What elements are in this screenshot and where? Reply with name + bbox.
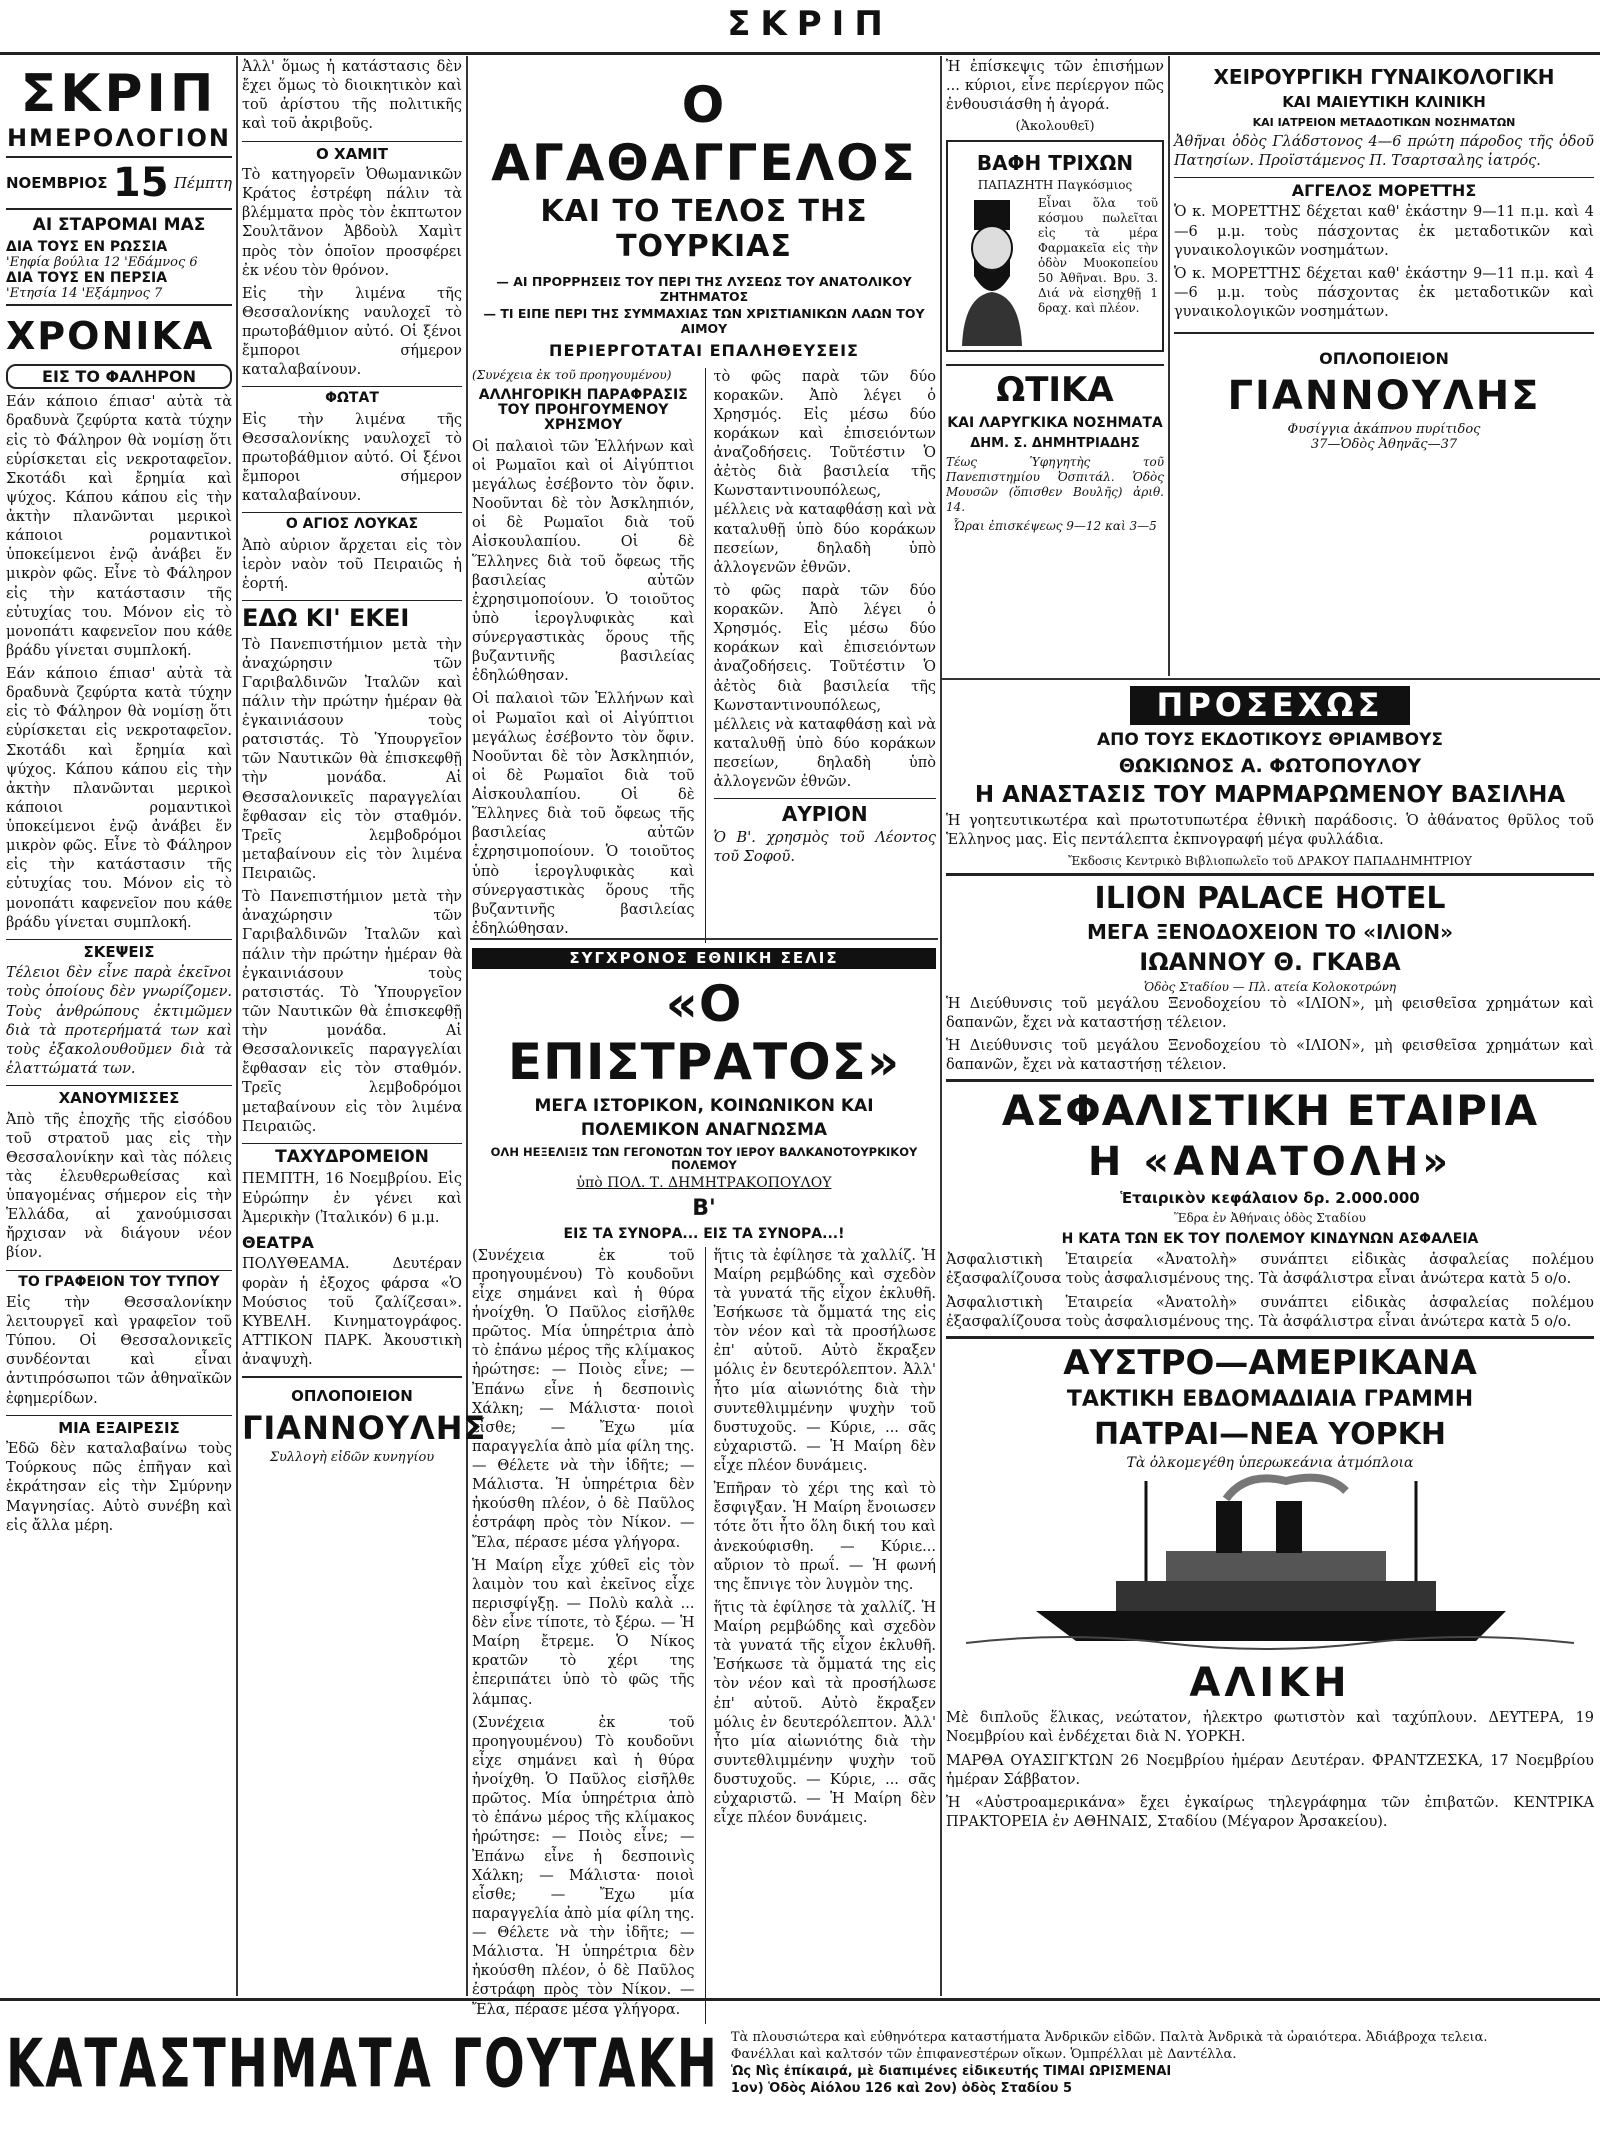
lead-note: (Συνέχεια ἐκ τοῦ προηγουμένου) [472, 367, 672, 382]
chronika-text-extra: Εάν κάποιο έπιασ' αὐτὰ τὰ δραδυνὰ ζεφύρτα κατὰ τύχην εἰς τὸ Φάληρον θὰ νομίσῃ ὅτι εὑρίσκεται εἰς νεκροταφεῖον. Σκοτάδι καὶ ἔρημία καὶ ψύχος. Κάπου κάπου εἰς τὴν ἀκτὴν πλανῶνται μερικοὶ κάποιοι ρομαντικοὶ ὑποκείμενοι ἐνῷ ἀνάβει ἕν μικρὸν φῶς. Εἶνε τὸ Φάληρον εἰς τὴν κατάστασιν τῆς εὐτυχίας του. Μόνον εἰς τὸ μονοπάτι καφενεῖον που κάθε βράδυ γίνεται συμπλοκή. [6, 666, 232, 931]
lead-text-2b: τὸ φῶς παρὰ τῶν δύο κορακῶν. Ἀπὸ λέγει ὁ Χρησμός. Εἰς μέσω δύο κοράκων καὶ ἐπισειόντων ἀναζοδήσεις. Τοῦτέστιν Ὁ ἀἐτὸς διὰ βασιλεία τῆς Κωνσταντινουπόλεως, μέλλεις νὰ καταφθάσῃ καὶ νὰ καταλυθῇ ὑπὸ δύο κοράκων πεσείων, δηλαδὴ ὑπὸ ἀλλογενῶν ἐθνῶν. [713, 582, 936, 791]
aliki-text: Μὲ διπλοῦς ἕλικας, νεώτατον, ἠλεκτρο φωτιστὸν καὶ ταχύπλουν. ΔΕΥΤΕΡΑ, 19 Νοεμβρίου καὶ ἐνδέχεται διὰ Ν. ΥΟΡΚΗ. [946, 1710, 1594, 1746]
lead-sub3: ΠΕΡΙΕΡΓΟΤΑΤΑΙ ΕΠΑΛΗΘΕΥΣΕΙΣ [549, 341, 859, 360]
goutaki-line: 1ον) Ὁδὸς Αἰόλου 126 καὶ 2ον) ὁδὸς Σταδίου 5 [730, 2080, 1073, 2096]
serial-rule [470, 938, 938, 940]
ilion-owner: ΙΩΑΝΝΟΥ Θ. ΓΚΑΒΑ [1139, 948, 1401, 977]
date-line [6, 156, 232, 210]
agios-heading: Ο ΑΓΙΟΣ ΛΟΥΚΑΣ [242, 512, 462, 532]
masthead-subtitle: ΗΜΕΡΟΛΟΓΙΟΝ [6, 124, 232, 152]
serial-block [472, 942, 936, 2018]
subscription-line: 'Εηφία βούλια 12 'Εδάμνος 6 [6, 254, 198, 270]
aliki-text-3: Ἡ «Αὐστροαμερικάνα» ἔχει ἐγκαίρως τηλεγράφημα τῶν ἐπιβατῶν. ΚΕΝΤΡΙΚΑ ΠΡΑΚΤΟΡΕΙΑ ἐν ΑΘΗΝΑΙΣ, Σταδίου (Μέγαρον Ἀρσακείου). [946, 1794, 1594, 1830]
xanoumisses-heading: ΧΑΝΟΥΜΙΣΣΕΣ [6, 1085, 232, 1107]
serial-part: Β' [692, 1196, 716, 1222]
asf-seat: Ἕδρα ἐν Ἀθήναις ὁδὸς Σταδίου [1174, 1210, 1366, 1225]
oplo-right-sub2: 37—Ὁδὸς Ἀθηνᾶς—37 [1310, 436, 1458, 452]
serial-text-right3: ἥτις τὰ ἐφίλησε τὰ χαλλίζ. Ἡ Μαίρη ρεμβώδης καὶ σχεδὸν τὰ γυνατά τῆς εἶχον ἐκλυθῆ. Ἐσήκωσε τὰ ὄμματά της εἰς τὸν νέον καὶ τὰ προσήλωσε ἐπ' αὐτοῦ. Αὐτὸ ἔκραξεν μόλις ἐν δευτερόλεπτον. Ἀλλ' ἦτο μία αἰωνιότης διὰ τὴν συντεθλιμμένην ψυχὴν τοῦ δυστυχοῦς. — Κύριε, ... σᾶς εὐχαριστῶ. — Ἡ Μαίρη δὲν εἶχε πλέον δυνάμεις. [713, 1599, 936, 1827]
prosoxi-text: Ἡ γοητευτικωτέρα καὶ πρωτοτυπωτέρα ἐθνικὴ παράδοσις. Ὁ ἀθάνατος θρῦλος τοῦ Ἑλληνος μας. Εἰς πεντάλεπτα ἐκπνογραφή μέγα φυλλάδια. [946, 813, 1594, 849]
column-rule [236, 56, 238, 1996]
serial-chapter: ΕΙΣ ΤΑ ΣΥΝΟΡΑ... ΕΙΣ ΤΑ ΣΥΝΟΡΑ...! [563, 1226, 845, 1243]
tax-heading: ΤΑΧΥΔΡΟΜΕΙΟΝ [242, 1143, 462, 1167]
moretis-text: Ὁ κ. ΜΟΡΕΤΤΗΣ δέχεται καθ' ἑκάστην 9—11 π.μ. καὶ 4—6 μ.μ. τοὺς πάσχοντας ἐκ μεταδοτικῶν καὶ γυναικολογικῶν νοσημάτων. [1174, 204, 1594, 259]
otika-hours: Ὧραι ἐπισκέψεως 9—12 καὶ 3—5 [953, 519, 1157, 534]
lead-sub: — ΤΙ ΕΙΠΕ ΠΕΡΙ ΤΗΣ ΣΥΜΜΑΧΙΑΣ ΤΩΝ ΧΡΙΣΤΙΑΝΙΚΩΝ ΛΑΩΝ ΤΟΥ ΑΙΜΟΥ [483, 306, 925, 336]
grafeion-heading: ΤΟ ΓΡΑΦΕΙΟΝ ΤΟΥ ΤΥΠΟΥ [6, 1270, 232, 1290]
serial-text-left: (Συνέχεια ἐκ τοῦ προηγουμένου) Τὸ κουδοῦνι εἶχε σημάνει καὶ ἡ θύρα ἠνοίχθη. Ὁ Παῦλος εἰσῆλθε πρῶτος. Μία ὑπηρέτρια ἀπὸ τὸ ἐπάνω μέρος τῆς κλίμακος ἠρώτησε: — Ποιὸς εἶνε; — Ἐπάνω εἶνε ἡ δεσποινὶς Χάλκη; — Μάλιστα· ποιοὶ εἶσθε; — Ἔχω μία παραγγελία ἀπὸ μία φίλη της. — Θέλετε νὰ τὴν ἰδῆτε; — Μάλιστα. Ἡ ὑπηρέτρια δὲν ἠκούσθη πλέον, ὁ δὲ Παῦλος ἐστράφη πρὸς τὸν Νίκον. — Ἔλα, πέρασε μέσα γλήγορα. [472, 1247, 695, 1551]
right-top-text: Ἡ ἐπίσκεψις τῶν ἐπισήμων ... κύριοι, εἶνε περίεργον πῶς ἐνθουσιάσθη ἡ ἀγορά. [946, 59, 1164, 114]
subscription-line: ΔΙΑ ΤΟΥΣ ΕΝ ΡΩΣΣΙΑ [6, 238, 168, 255]
otika-text: Τέως Ὑφηγητὴς τοῦ Πανεπιστημίου Ὀσπιτάλ. Ὁδὸς Μουσῶν (ὅπισθεν Βουλῆς) ἀριθ. 14. [946, 455, 1164, 515]
serial-text-right: ἥτις τὰ ἐφίλησε τὰ χαλλίζ. Ἡ Μαίρη ρεμβώδης καὶ σχεδὸν τὰ γυνατά τῆς εἶχον ἐκλυθῆ. Ἐσήκωσε τὰ ὄμματά της εἰς τὸν νέον καὶ τὰ προσήλωσε ἐπ' αὐτοῦ. Αὐτὸ ἔκραξεν μόλις ἐν δευτερόλεπτον. Ἀλλ' ἦτο μία αἰωνιότης διὰ τὴν συντεθλιμμένην ψυχὴν τοῦ δυστυχοῦς. — Κύριε, ... σᾶς εὐχαριστῶ. — Ἡ Μαίρη δὲν εἶχε πλέον δυνάμεις. [713, 1247, 936, 1475]
xamit-text-cont: Εἰς τὴν λιμένα τῆς Θεσσαλονίκης ναυλοχεῖ τὸ πρωτοβάθμιον αὐτό. Οἱ ξένοι ἔμποροι σήμερον καταλαβαίνουν. [242, 285, 462, 379]
asf-capital: Ἑταιρικὸν κεφάλαιον δρ. 2.000.000 [1120, 1189, 1420, 1208]
ilion-text-2: Ἡ Διεύθυνσις τοῦ μεγάλου Ξενοδοχείου τὸ «ΙΛΙΟΝ», μὴ φεισθεῖσα χρημάτων καὶ δαπανῶν, ἔχει νὰ καταστήσῃ τέλειον. [946, 1037, 1594, 1074]
oplo-ad-left [242, 1376, 487, 1465]
eksaireseis-heading: ΜΙΑ ΕΞΑΙΡΕΣΙΣ [6, 1415, 232, 1437]
serial-body [472, 1247, 936, 2024]
otika-doctor: ΔΗΜ. Σ. ΔΗΜΗΤΡΙΑΔΗΣ [970, 436, 1140, 452]
lead-text-1: Οἱ παλαιοὶ τῶν Ἑλλήνων καὶ οἱ Ρωμαῖοι καὶ οἱ Αἰγύπτιοι μεγάλως ἐσέβοντο τὸν ὄφιν. Νοοῦνται δὲ τὸν Ἀσκληπιόν, οἱ δὲ Ρωμαῖοι διὰ τοῦ Αἰσκουλαπίου. Οἱ δὲ Ἕλληνες διὰ τοῦ ὄφεως τῆς βασιλείας αὐτῶν ἐχρησιμοποίουν. Ὁ τοιοῦτος ὑπὸ ἰερογλυφικὰς καὶ σύνεργαστικὰς ὅρους τῆς βυζαντινῆς βασιλείας ἐδηλώθησαν. [472, 438, 695, 685]
theatra-heading: ΘΕΑΤΡΑ [242, 1232, 314, 1252]
serial-text-left3: (Συνέχεια ἐκ τοῦ προηγουμένου) Τὸ κουδοῦνι εἶχε σημάνει καὶ ἡ θύρα ἠνοίχθη. Ὁ Παῦλος εἰσῆλθε πρῶτος. Μία ὑπηρέτρια ἀπὸ τὸ ἐπάνω μέρος τῆς κλίμακος ἠρώτησε: — Ποιὸς εἶνε; — Ἐπάνω εἶνε ἡ δεσποινὶς Χάλκη; — Μάλιστα· ποιοὶ εἶσθε; — Ἔχω μία παραγγελία ἀπὸ μία φίλη της. — Θέλετε νὰ τὴν ἰδῆτε; — Μάλιστα. Ἡ ὑπηρέτρια δὲν ἠκούσθη πλέον, ὁ δὲ Παῦλος ἐστράφη πρὸς τὸν Νίκον. — Ἔλα, πέρασε μέσα γλήγορα. [472, 1714, 695, 2018]
right-top-sign: (Ἀκολουθεῖ) [1015, 119, 1095, 135]
bafi-title: ΒΑΦΗ ΤΡΙΧΩΝ [976, 151, 1134, 176]
serial-kicker: ΣΥΓΧΡΟΝΟΣ ΕΘΝΙΚΗ ΣΕΛΙΣ [472, 948, 936, 969]
lead-text-1b: Οἱ παλαιοὶ τῶν Ἑλλήνων καὶ οἱ Ρωμαῖοι καὶ οἱ Αἰγύπτιοι μεγάλως ἐσέβοντο τὸν ὄφιν. Νοοῦνται δὲ τὸν Ἀσκληπιόν, οἱ δὲ Ρωμαῖοι διὰ τοῦ Αἰσκουλαπίου. Οἱ δὲ Ἕλληνες διὰ τοῦ ὄφεως τῆς βασιλείας αὐτῶν ἐχρησιμοποίουν. Ὁ τοιοῦτος ὑπὸ ἰερογλυφικὰς καὶ σύνεργαστικὰς ὅρους τῆς βυζαντινῆς βασιλείας ἐδηλώθησαν. [472, 691, 695, 937]
lead-body [472, 368, 936, 943]
date-weekday: Πέμπτη [173, 174, 232, 192]
subscription-line: ΔΙΑ ΤΟΥΣ ΕΝ ΠΕΡΣΙΑ [6, 269, 168, 286]
austro-route: ΠΑΤΡΑΙ—ΝΕΑ ΥΟΡΚΗ [1094, 1417, 1446, 1453]
serial-title: «Ο ΕΠΙΣΤΡΑΤΟΣ» [507, 974, 901, 1091]
gyn-title: ΧΕΙΡΟΥΡΓΙΚΗ ΓΥΝΑΙΚΟΛΟΓΙΚΗ [1213, 65, 1555, 89]
oplo-ad-name: ΓΙΑΝΝΟΥΛΗΣ [242, 1408, 487, 1447]
moretis-text-2: Ὁ κ. ΜΟΡΕΤΤΗΣ δέχεται καθ' ἑκάστην 9—11 π.μ. καὶ 4—6 μ.μ. τοὺς πάσχοντας ἐκ μεταδοτικῶν καὶ γυναικολογικῶν νοσημάτων. [1174, 265, 1594, 321]
bafi-sub: ΠΑΠΑΖΗΤΗ Παγκόσμιος [977, 178, 1133, 193]
grafeion-text: Εἰς τὴν Θεσσαλονίκην λειτουργεῖ καὶ γραφεῖον τοῦ Τύπου. Οἱ Θεσσαλονικεῖς συνδέονται καὶ εἶναι ἀντιπρόσωποι τῶν ἀθηναϊκῶν ἐφημερίδων. [6, 1294, 232, 1407]
prosoxi-publisher: ΘΩΚΙΩΝΟΣ Α. ΦΩΤΟΠΟΥΛΟΥ [1118, 754, 1422, 777]
gyn-text: Ἀθῆναι ὁδὸς Γλάδστονος 4—6 πρώτη πάροδος τῆς ὁδοῦ Πατησίων. Προϊστάμενος Π. Τσαρτσαλης ἰατρός. [1174, 133, 1594, 169]
bafi-text: Εἶναι ὅλα τοῦ κόσμου πωλεῖται εἰς τὰ μέρα Φαρμακεῖα εἰς τὴν ὁδὸν Μυοκοπείου 50 Ἀθῆναι. Βρυ. 3. Διά νὰ εἰσηχθῇ 1 δραχ. καὶ πλέον. [1038, 196, 1158, 316]
aliki-text-2: ΜΑΡΘΑ ΟΥΑΣΙΓΚΤΩΝ 26 Νοεμβρίου ἡμέραν Δευτέραν. ΦΡΑΝΤΖΕΣΚΑ, 17 Νοεμβρίου ἡμέραν Σάββατον. [946, 1752, 1594, 1788]
lead-article-head: ΑΛΛΗΓΟΡΙΚΗ ΠΑΡΑΦΡΑΣΙΣ ΤΟΥ ΠΡΟΗΓΟΥΜΕΝΟΥ ΧΡΗΣΜΟΥ [478, 386, 688, 434]
goutaki-line: Φανέλλαι καὶ καλτσόν τῶν ἐπιφανεστέρων οἴκων. Ὁμπρέλλαι μὲ Δαντέλλα. [730, 2047, 1237, 2063]
chronika-heading: ΧΡΟΝΙΚΑ [6, 313, 215, 358]
serial-body-left [472, 1247, 695, 2024]
subscriptions-heading: ΑΙ ΣΤΑΡΟΜΑΙ ΜΑΣ [32, 215, 206, 235]
xamit-heading: Ο ΧΑΜΙΤ [242, 141, 462, 163]
column-rule [940, 56, 942, 1996]
fotat-heading: ΦΩΤΑΤ [242, 386, 462, 406]
column-1 [6, 58, 232, 1994]
tax-text: ΠΕΜΠΤΗ, 16 Νοεμβρίου. Εἰς Εὐρώπην ἐν γένει καὶ Ἀμερικὴν (Ἰταλικόν) 6 μ.μ. [242, 1171, 462, 1226]
lead-body-right [705, 368, 937, 943]
subscription-line: 'Ετησία 14 'Εξάμηνος 7 [6, 286, 232, 306]
agios-text: Ἀπὸ αὐριον ἄρχεται εἰς τὸν ἱερὸν ναὸν τοῦ Πειραιῶς ἡ ἑορτή. [242, 537, 462, 593]
asf-sub: Η ΚΑΤΑ ΤΩΝ ΕΚ ΤΟΥ ΠΟΛΕΜΟΥ ΚΙΝΔΥΝΩΝ ΑΣΦΑΛΕΙΑ [1061, 1230, 1479, 1247]
right-col-a [946, 58, 1164, 674]
ilion-addr: Ὁδὸς Σταδίου — Πλ. ατεία Κολοκοτρώνη [1143, 979, 1397, 994]
bafi-body [952, 196, 1158, 346]
column-rule [466, 56, 468, 1996]
oplo-ad-title: ΟΠΛΟΠΟΙΕΙΟΝ [291, 1387, 413, 1406]
edo-text-cont: Τὸ Πανεπιστήμιον μετὰ τὴν ἀναχώρησιν τῶν Γαριβαλδινῶν Ἰταλῶν καὶ πάλιν τὴν πρώτην ἡμέραν θὰ ἐγκαινιάσουν τοὺς ρατσιστάς. Τὸ Ὑπουργεῖον τῶν Ναυτικῶν θὰ ἐπισκεφθῇ τὴν μονάδα. Αἱ Θεσσαλονικεῖς παραγγελίαι ἔφθασαν εἰς τὸν σταθμόν. Τρεῖς λεμβοδρόμοι μεταβαίνουν εἰς τὸν λιμένα Πειραιῶς. [242, 889, 462, 1135]
lead-article [472, 58, 936, 938]
moretis-title: ΑΓΓΕΛΟΣ ΜΟΡΕΤΤΗΣ [1174, 177, 1594, 200]
divider [946, 873, 1594, 876]
right-lower [946, 682, 1594, 1994]
skepseis-text: Τέλειοι δὲν εἶνε παρὰ ἐκεῖνοι τοὺς ὁποίους δὲν γνωρίζομεν. Τοὺς ἀνθρώπους ἐκτιμῶμεν διὰ τὰ προτερήματά των καὶ τοὺς ἐξακολουθοῦμεν διὰ τὰ ἐλαττώματά των. [6, 965, 232, 1077]
goutaki-line: Τὰ πλουσιώτερα καὶ εὐθηνότερα καταστήματα Ἀνδρικῶν εἰδῶν. Παλτὰ Ἀνδρικὰ τὰ ὡραιότερα. Ἀδιάβροχα τελεια. [730, 2030, 1488, 2046]
running-head: ΣΚΡΙΠ [727, 4, 893, 44]
steamship-illustration [946, 1471, 1594, 1651]
oplo-right-name: ΓΙΑΝΝΟΥΛΗΣ [1227, 372, 1541, 419]
otika-title: ΩΤΙΚΑ [946, 364, 1164, 409]
prosoxi-sign: Ἔκδοσις Κεντρικὸ Βιβλιοπωλεῖο τοῦ ΔΡΑΚΟΥ ΠΑΠΑΔΗΜΗΤΡΙΟΥ [1068, 854, 1472, 869]
chronika-subheading: ΕΙΣ ΤΟ ΦΑΛΗΡΟΝ [6, 364, 232, 390]
prosoxi-sub: ΑΠΟ ΤΟΥΣ ΕΚΔΟΤΙΚΟΥΣ ΘΡΙΑΜΒΟΥΣ [1096, 730, 1444, 751]
eksaireseis-text: Ἐδῶ δὲν καταλαβαίνω τοὺς Τούρκους πῶς ἐπῆγαν καὶ ἐκράτησαν εἰς τὴν Σμύρνην Μαγνησίας. Αὐτὸ συνέβη καὶ εἰς ἄλλα μέρη. [6, 1441, 232, 1534]
masthead-title: ΣΚΡΙΠ [20, 64, 218, 124]
theatra-text: ΠΟΛΥΘΕΑΜΑ. Δευτέραν φορὰν ἡ ἐξοχος φάρσα «Ὁ Μούσιος τοῦ ζαλίζεσαι». ΚΥΒΕΛΗ. Κινηματογράφος. ΑΤΤΙΚΟΝ ΠΑΡΚ. Ἀκουστικὴ ἀναψυχὴ. [242, 1256, 462, 1369]
xamit-text: Τὸ κατηγορεῖν Ὀθωμανικῶν Κράτος ἐστρέφη πάλιν τὰ βλέμματα πρὸς τὸν ἐκπτωτον Σουλτᾶνον Ἀβδοὺλ Χαμὶτ πρὸς τὸν ὁποῖον προσφέρει ἐκ νέου τὸν θρόνον. [242, 167, 462, 279]
austro-title: ΑΥΣΤΡΟ—ΑΜΕΡΙΚΑΝΑ [1063, 1342, 1477, 1383]
xanoumisses-text: Ἀπὸ τῆς ἐποχῆς τῆς εἰσόδου τοῦ στρατοῦ μας εἰς τὴν Θεσσαλονίκην καὶ τὰς πόλεις τὰς ἐλευθερωθείσας καὶ ὑπαγομένας σήμερον εἰς τὴν Ἑλλάδα, αἱ χανούμισσαι ἤρχισαν νὰ διάγουν νέον βίον. [6, 1111, 232, 1262]
austro-note: Τὰ ὀλκομεγέθη ὑπερωκεάνια ἀτμόπλοια [1126, 1455, 1414, 1472]
portrait-illustration [952, 196, 1032, 346]
avrion-text: Ὁ Β'. χρησμὸς τοῦ Λέοντος τοῦ Σοφοῦ. [713, 830, 936, 866]
column-rule [1168, 56, 1170, 676]
otika-sub: ΚΑΙ ΛΑΡΥΓΚΙΚΑ ΝΟΣΗΜΑΤΑ [947, 414, 1163, 431]
lead-body-left [472, 368, 695, 943]
serial-sub1: ΜΕΓΑ ΙΣΤΟΡΙΚΟΝ, ΚΟΙΝΩΝΙΚΟΝ ΚΑΙ [534, 1095, 874, 1116]
col2-top-text: Ἀλλ' ὅμως ἡ κατάστασις δὲν ἔχει ὅμως τὸ διοικητικὸν καὶ τοῦ ἀρίστου τῆς πολιτικῆς καὶ τοῦ ἀκριβοῦς. [242, 59, 462, 133]
serial-author: ὑπὸ ΠΟΛ. Τ. ΔΗΜΗΤΡΑΚΟΠΟΥΛΟΥ [576, 1175, 832, 1192]
asf-text-2: Ἀσφαλιστικὴ Ἑταιρεία «Ἀνατολὴ» συνάπτει εἰδικὰς ἀσφαλείας πολέμου ἐξασφαλίζουσα τοὺς ἀσφαλισμένους της. Τὰ ἀσφάλιστρα εἶναι ἀνώτερα κατὰ 5 ο/ο. [946, 1294, 1594, 1330]
lead-headline-2: ΚΑΙ ΤΟ ΤΕΛΟΣ ΤΗΣ ΤΟΥΡΚΙΑΣ [540, 194, 868, 264]
column-2 [242, 58, 487, 1994]
top-rule [0, 52, 1600, 55]
aliki-title: ΑΛΙΚΗ [1189, 1660, 1351, 1707]
goutaki-title: ΚΑΤΑΣΤΗΜΑΤΑ ΓΟΥΤΑΚΗ [6, 2024, 719, 2104]
serial-text-left2: Ἡ Μαίρη εἶχε χύθεῖ εἰς τὸν λαιμὸν του καὶ ἐκεῖνος εἶχε περισφίγξῃ. — Πολὺ καλὰ ... δὲν εἶνε τίποτε, τὸ ξέρω. — Ἡ Μαίρη ἔτρεμε. Ὁ Νίκος κρατῶν τὸ χέρι της ἐπεριπάτει ὑπὸ τὸ φῶς τῆς λάμπας. [472, 1557, 695, 1708]
goutaki-line: Ὡς Νὶς ἐπίκαιρά, μὲ διαπιμένες εἰδικευτής ΤΙΜΑΙ ΩΡΙΣΜΕΝΑΙ [730, 2064, 1172, 2079]
right-col-b [1174, 58, 1594, 674]
oplo-right-title: ΟΠΛΟΠΟΙΕΙΟΝ [1319, 349, 1449, 369]
edo-heading: ΕΔΩ ΚΙ' ΕΚΕΙ [242, 600, 462, 631]
goutaki-text [731, 2030, 1596, 2098]
avrion-heading: ΑΥΡΙΟΝ [714, 798, 937, 825]
ilion-sub: ΜΕΓΑ ΞΕΝΟΔΟΧΕΙΟΝ ΤΟ «ΙΛΙΟΝ» [1086, 920, 1454, 945]
bottom-banner [6, 2004, 1596, 2124]
bafi-ad [946, 140, 1164, 352]
asf-text: Ἀσφαλιστικὴ Ἑταιρεία «Ἀνατολὴ» συνάπτει εἰδικὰς ἀσφαλείας πολέμου ἐξασφαλίζουσα τοὺς ἀσφαλισμένους της. Τὰ ἀσφάλιστρα εἶναι ἀνώτερα κατὰ 5 ο/ο. [946, 1252, 1594, 1288]
chronika-text: Εάν κάποιο έπιασ' αὐτὰ τὰ δραδυνὰ ζεφύρτα κατὰ τύχην εἰς τὸ Φάληρον θὰ νομίσῃ ὅτι εὑρίσκεται εἰς νεκροταφεῖον. Σκοτάδι καὶ ἔρημία καὶ ψύχος. Κάπου κάπου εἰς τὴν ἀκτὴν πλανῶνται μερικοὶ κάποιοι ρομαντικοὶ ὑποκείμενοι ἐνῷ ἀνάβει ἕν μικρὸν φῶς. Εἶνε τὸ Φάληρον εἰς τὴν κατάστασιν τῆς εὐτυχίας του. Μόνον εἰς τὸ μονοπάτι καφενεῖον που κάθε βράδυ γίνεται συμπλοκή. [6, 394, 232, 659]
lead-sub: — ΑΙ ΠΡΟΡΡΗΣΕΙΣ ΤΟΥ ΠΕΡΙ ΤΗΣ ΛΥΣΕΩΣ ΤΟΥ ΑΝΑΤΟΛΙΚΟΥ ΖΗΤΗΜΑΤΟΣ [496, 274, 912, 304]
edo-text: Τὸ Πανεπιστήμιον μετὰ τὴν ἀναχώρησιν τῶν Γαριβαλδινῶν Ἰταλῶν καὶ πάλιν τὴν πρώτην ἡμέραν θὰ ἐγκαινιάσουν τοὺς ρατσιστάς. Τὸ Ὑπουργεῖον τῶν Ναυτικῶν θὰ ἐπισκεφθῇ τὴν μονάδα. Αἱ Θεσσαλονικεῖς παραγγελίαι ἔφθασαν εἰς τὸν σταθμόν. Τρεῖς λεμβοδρόμοι μεταβαίνουν εἰς τὸν λιμένα Πειραιῶς. [242, 636, 462, 883]
serial-text-right2: Ἐπῆραν τὸ χέρι της καὶ τὸ ἔσφιγξαν. Ἡ Μαίρη ἔνοιωσεν τότε ὅτι ἦτο ὅλη δική του καὶ ἀνεκούφισθη. — Κύριε... αὔριον τὸ πρωΐ. — Ἡ φωνή της ἔπνιγε τὸν λυγμὸν της. [713, 1481, 936, 1593]
skepseis-heading: ΣΚΕΨΕΙΣ [6, 939, 232, 961]
right-rule [942, 678, 1600, 680]
date-day: 15 [112, 160, 169, 206]
oplo-ad-right [1174, 332, 1594, 452]
serial-body-right [705, 1247, 937, 2024]
fotat-text: Εἰς τὴν λιμένα τῆς Θεσσαλονίκης ναυλοχεῖ τὸ πρωτοβάθμιον αὐτό. Οἱ ξένοι ἔμποροι σήμερον καταλαβαίνουν. [242, 411, 462, 505]
gyn-sub2: ΚΑΙ ΙΑΤΡΕΙΟΝ ΜΕΤΑΔΟΤΙΚΩΝ ΝΟΣΗΜΑΤΩΝ [1252, 115, 1516, 129]
lead-text-2: τὸ φῶς παρὰ τῶν δύο κορακῶν. Ἀπὸ λέγει ὁ Χρησμός. Εἰς μέσω δύο κοράκων καὶ ἐπισειόντων ἀναζοδήσεις. Τοῦτέστιν Ὁ ἀἐτὸς διὰ βασιλεία τῆς Κωνσταντινουπόλεως, μέλλεις νὰ καταφθάσῃ καὶ νὰ καταλυθῇ ὑπὸ δύο κοράκων πεσείων, δηλαδὴ ὑπὸ ἀλλογενῶν ἐθνῶν. [713, 368, 936, 576]
date-month: ΝΟΕΜΒΡΙΟΣ [6, 174, 108, 192]
asf-title-2: Η «ΑΝΑΤΟΛΗ» [1087, 1139, 1453, 1186]
asf-title: ΑΣΦΑΛΙΣΤΙΚΗ ΕΤΑΙΡΙΑ [1001, 1086, 1539, 1136]
divider [946, 1336, 1594, 1339]
divider [946, 1079, 1594, 1082]
gyn-sub: ΚΑΙ ΜΑΙΕΥΤΙΚΗ ΚΛΙΝΙΚΗ [1282, 93, 1486, 111]
ilion-text: Ἡ Διεύθυνσις τοῦ μεγάλου Ξενοδοχείου τὸ «ΙΛΙΟΝ», μὴ φεισθεῖσα χρημάτων καὶ δαπανῶν, ἔχει νὰ καταστήσῃ τέλειον. [946, 995, 1594, 1031]
austro-sub: ΤΑΚΤΙΚΗ ΕΒΔΟΜΑΔΙΑΙΑ ΓΡΑΜΜΗ [1066, 1387, 1474, 1413]
serial-sub2: ΠΟΛΕΜΙΚΟΝ ΑΝΑΓΝΩΣΜΑ [580, 1120, 828, 1141]
lead-headline: Ο ΑΓΑΘΑΓΓΕΛΟΣ [491, 76, 917, 192]
serial-sub3: ΟΛΗ ΗΕΞΕΛΙΞΙΣ ΤΩΝ ΓΕΓΟΝΟΤΩΝ ΤΟΥ ΙΕΡΟΥ ΒΑΛΚΑΝΟΤΟΥΡΚΙΚΟΥ ΠΟΛΕΜΟΥ [490, 1144, 918, 1172]
ilion-title: ILION PALACE HOTEL [1094, 881, 1446, 917]
prosoxi-title: ΠΡΟΣΕΧΩΣ [1130, 686, 1410, 725]
oplo-ad-sub: Συλλογὴ εἰδῶν κυνηγίου [269, 1449, 435, 1465]
oplo-right-sub1: Φυσίγγια ἀκάπνου πυρίτιδος [1287, 421, 1481, 437]
prosoxi-book: Η ΑΝΑΣΤΑΣΙΣ ΤΟΥ ΜΑΡΜΑΡΩΜΕΝΟΥ ΒΑΣΙΛΗΑ [974, 781, 1566, 808]
